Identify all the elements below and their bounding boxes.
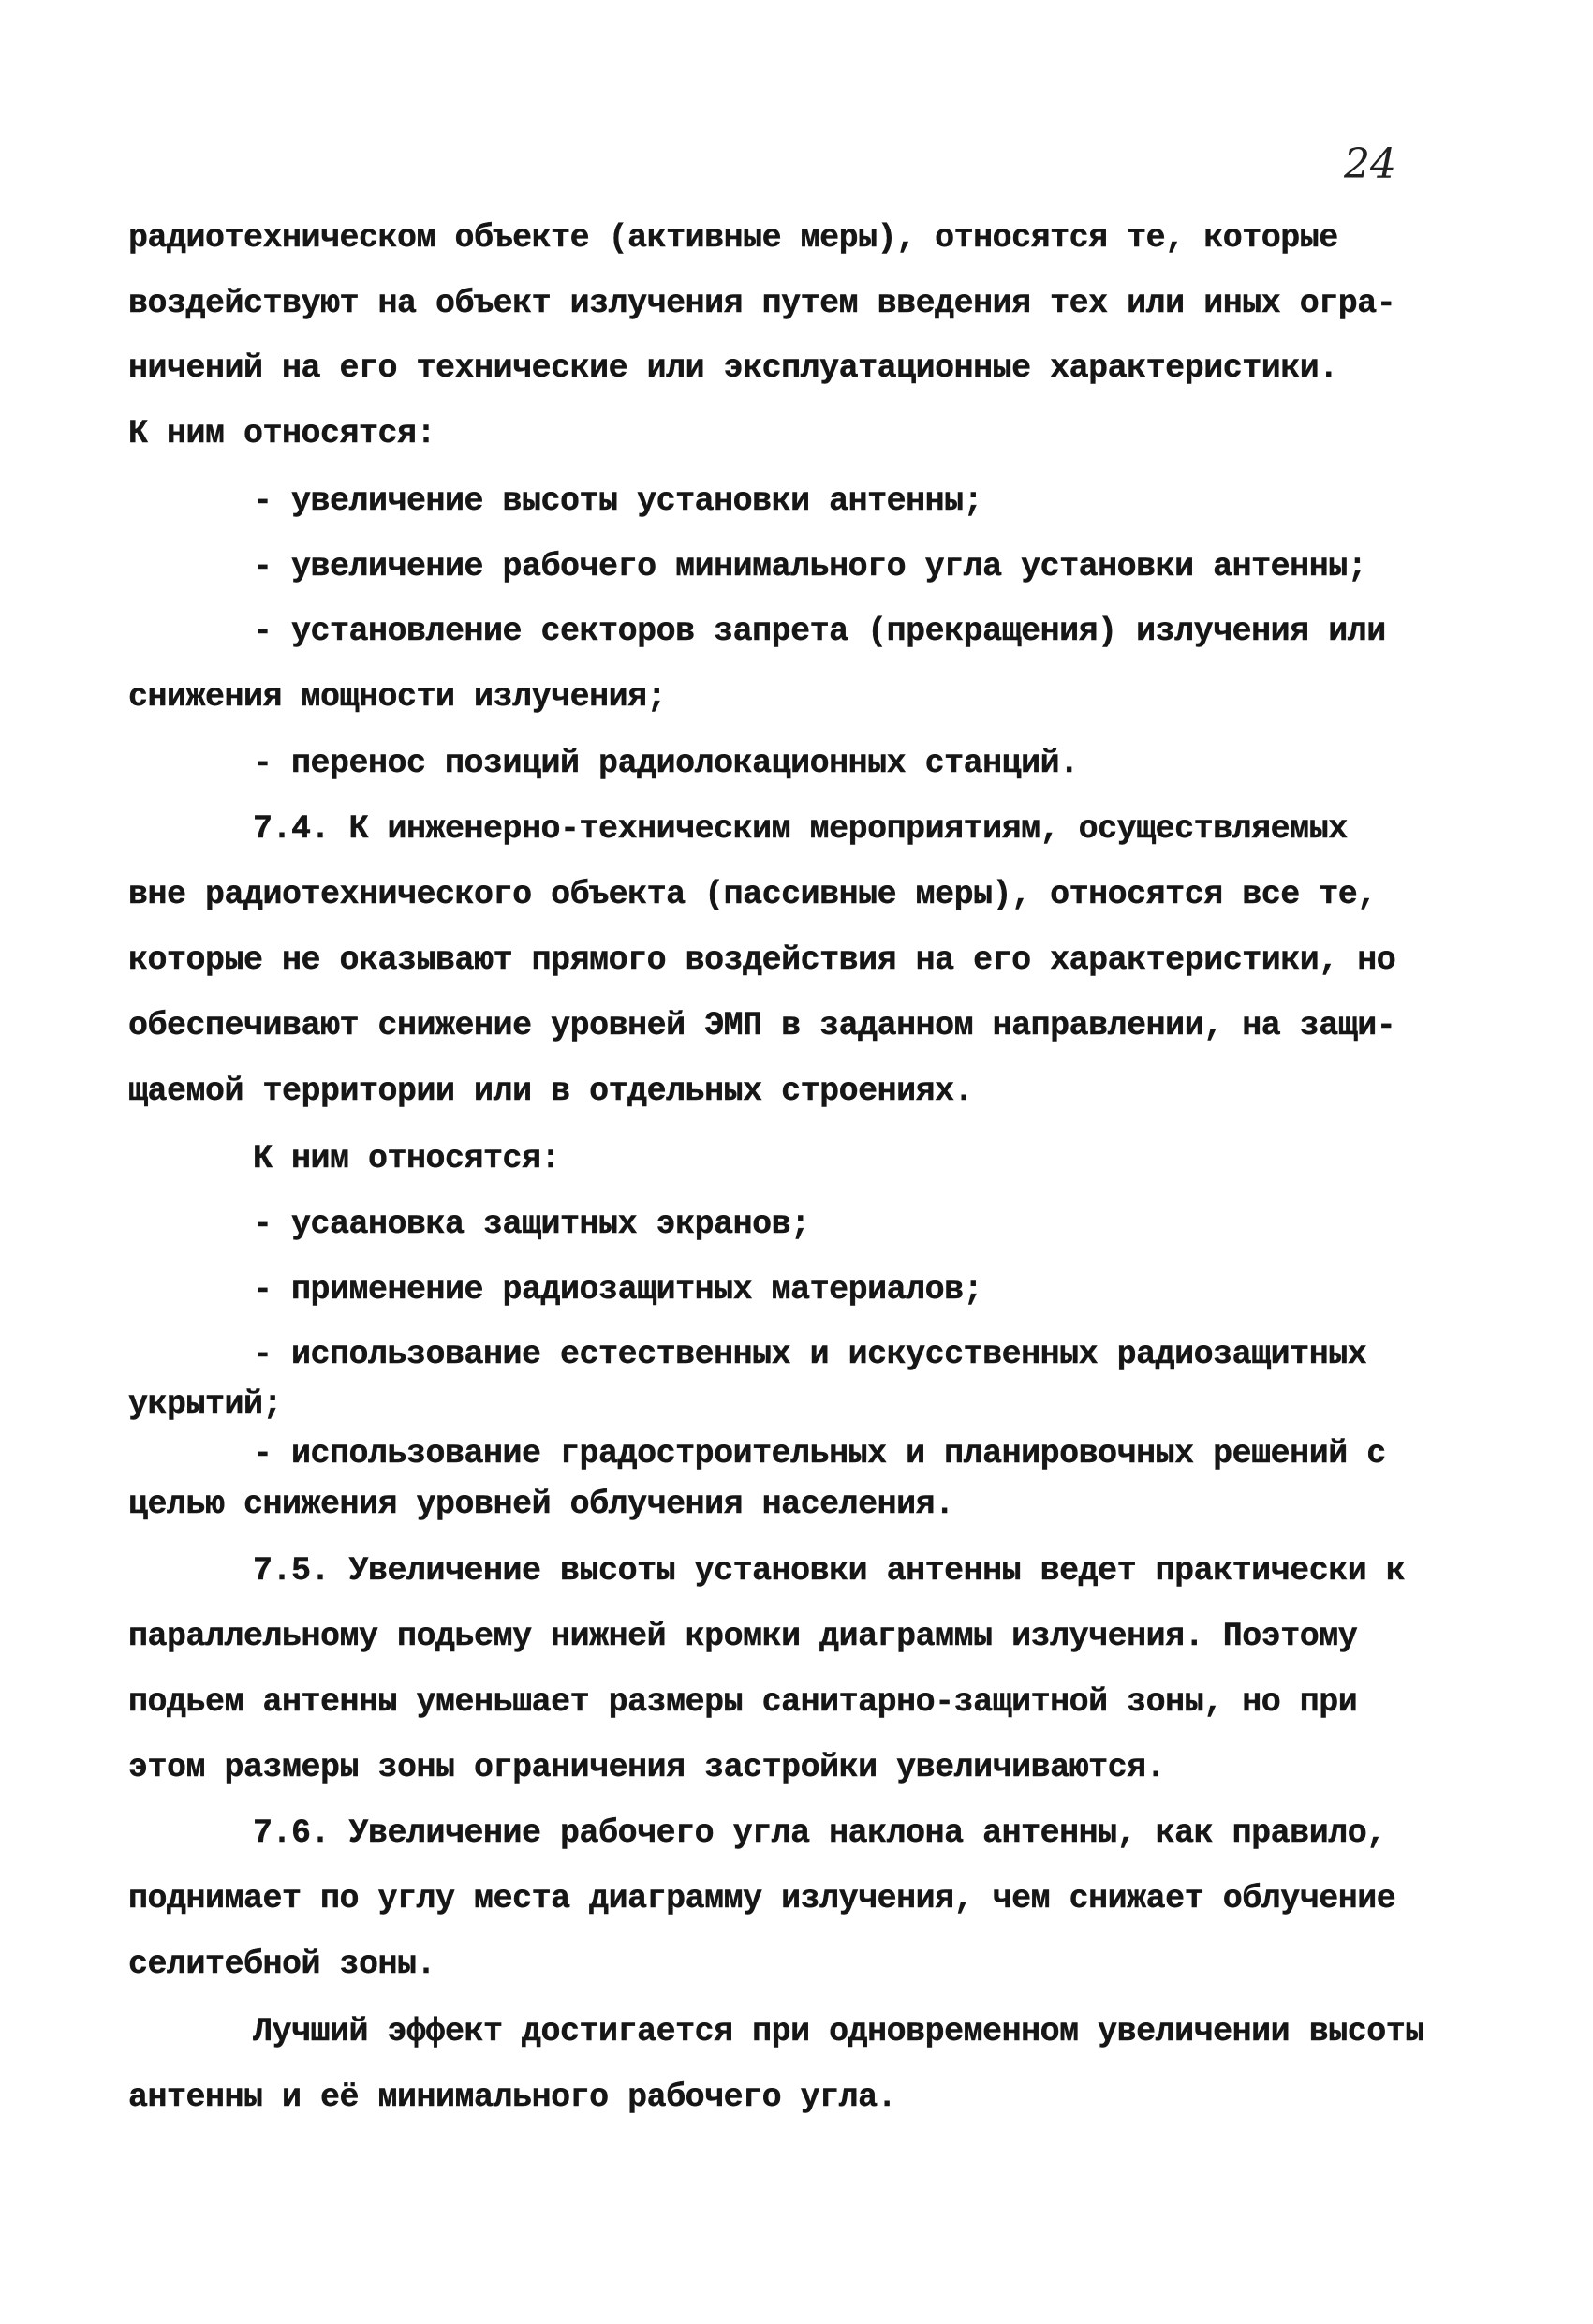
text-line: снижения мощности излучения; <box>128 678 667 716</box>
text-line: воздействуют на объект излучения путем введения тех или иных огра- <box>128 285 1396 322</box>
text-line: селитебной зоны. <box>128 1946 436 1983</box>
paragraph-start: 7.4. К инженерно-техническим мероприятиям, осуществляемых <box>253 810 1348 848</box>
text-line: которые не оказывают прямого воздействия на его характеристики, но <box>128 941 1396 979</box>
list-item: - установление секторов запрета (прекращения) излучения или <box>253 613 1386 650</box>
paragraph-start: 7.5. Увеличение высоты установки антенны ведет практически к <box>253 1552 1406 1590</box>
text-line: К ним относятся: <box>253 1140 561 1177</box>
list-item: - применение радиозащитных материалов; <box>253 1271 983 1309</box>
text-line: вне радиотехнического объекта (пассивные меры), относятся все те, <box>128 876 1377 913</box>
list-item: - перенос позиций радиолокационных станций. <box>253 745 1079 782</box>
text-line: антенны и её минимального рабочего угла. <box>128 2079 897 2116</box>
paragraph-start: Лучший эффект достигается при одновременном увеличении высоты <box>253 2013 1424 2050</box>
list-item: - усаановка защитных экранов; <box>253 1206 810 1243</box>
text-line: радиотехническом объекте (активные меры), относятся те, которые <box>128 219 1338 257</box>
list-item: - увеличение рабочего минимального угла установки антенны; <box>253 548 1367 585</box>
text-line: параллельному подьему нижней кромки диаграммы излучения. Поэтому <box>128 1618 1358 1655</box>
paragraph-start: 7.6. Увеличение рабочего угла наклона антенны, как правило, <box>253 1814 1386 1852</box>
text-line: целью снижения уровней облучения населения. <box>128 1486 954 1523</box>
text-line: укрытий; <box>128 1385 283 1423</box>
text-line: К ним относятся: <box>128 415 436 452</box>
text-line: поднимает по углу места диаграмму излучения, чем снижает облучение <box>128 1880 1396 1917</box>
text-line: обеспечивают снижение уровней ЭМП в заданном направлении, на защи- <box>128 1007 1396 1044</box>
text-line: ничений на его технические или эксплуатационные характеристики. <box>128 349 1338 387</box>
text-line: этом размеры зоны ограничения застройки увеличиваются. <box>128 1749 1166 1786</box>
page-number: 24 <box>1344 141 1396 188</box>
list-item: - использование градостроительных и планировочных решений с <box>253 1435 1386 1473</box>
list-item: - использование естественных и искусственных радиозащитных <box>253 1336 1367 1373</box>
text-line: подьем антенны уменьшает размеры санитарно-защитной зоны, но при <box>128 1683 1358 1721</box>
list-item: - увеличение высоты установки антенны; <box>253 482 983 520</box>
text-line: щаемой территории или в отдельных строениях. <box>128 1073 974 1110</box>
